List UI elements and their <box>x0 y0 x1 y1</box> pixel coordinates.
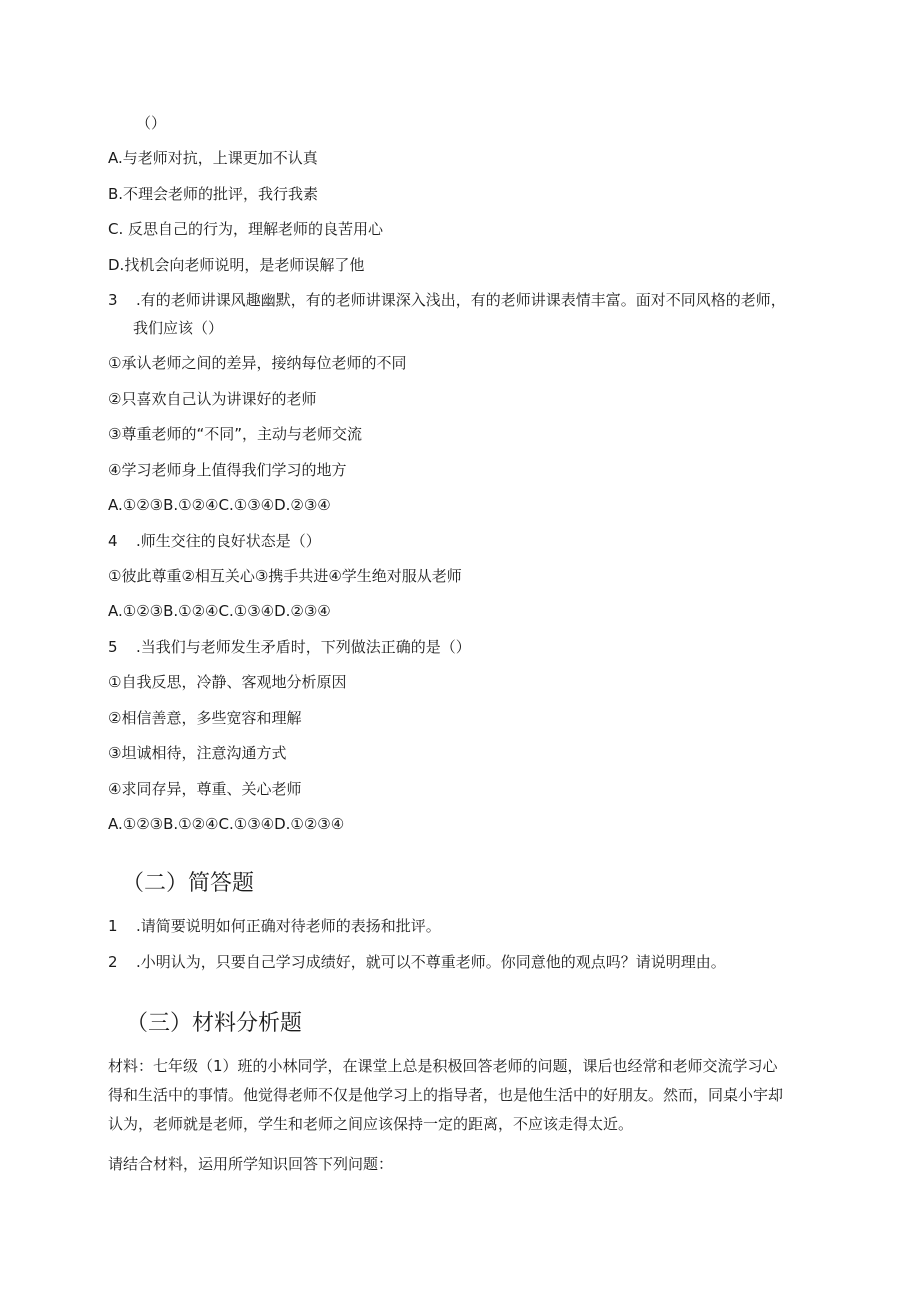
q3-item-2: ②只喜欢自己认为讲课好的老师 <box>108 390 317 408</box>
q2-option-c: C. 反思自己的行为，理解老师的良苦用心 <box>108 220 384 238</box>
material-line-2: 得和生活中的事情。他觉得老师不仅是他学习上的指导者，也是他生活中的好朋友。然而，同桌小宇却 <box>108 1086 784 1104</box>
q4-choices: A.①②③B.①②④C.①③④D.②③④ <box>108 602 331 620</box>
q5-item-4: ④求同存异，尊重、关心老师 <box>108 780 302 798</box>
short-answer-1 <box>108 916 441 936</box>
q3-item-1: ①承认老师之间的差异，接纳每位老师的不同 <box>108 354 407 372</box>
q3-choices: A.①②③B.①②④C.①③④D.②③④ <box>108 496 331 514</box>
q3-number: 3 <box>108 291 118 309</box>
section-2-title: （二）简答题 <box>122 871 255 896</box>
q3-item-3: ③尊重老师的“不同”，主动与老师交流 <box>108 425 362 443</box>
q5-item-1: ①自我反思，冷静、客观地分析原因 <box>108 673 347 691</box>
q2-option-b: B.不理会老师的批评，我行我素 <box>108 185 319 203</box>
short-answer-2-number: 2 <box>108 953 118 971</box>
q5-choices: A.①②③B.①②④C.①③④D.①②③④ <box>108 815 345 833</box>
q5-stem-text: .当我们与老师发生矛盾时，下列做法正确的是（） <box>136 638 471 656</box>
q4-stem-text: .师生交往的良好状态是（） <box>136 532 321 550</box>
q3-stem-text: .有的老师讲课风趣幽默，有的老师讲课深入浅出，有的老师讲课表情丰富。面对不同风格的老师， <box>136 291 786 309</box>
q2-option-d: D.找机会向老师说明，是老师误解了他 <box>108 256 365 274</box>
q4-stem <box>108 531 321 551</box>
short-answer-1-text: .请简要说明如何正确对待老师的表扬和批评。 <box>136 917 441 935</box>
q2-answer-blank: （） <box>136 114 167 132</box>
q3-stem <box>108 290 786 310</box>
q5-item-2: ②相信善意，多些宽容和理解 <box>108 709 302 727</box>
q5-stem <box>108 637 471 657</box>
q3-item-4: ④学习老师身上值得我们学习的地方 <box>108 461 347 479</box>
material-line-1: 材料：七年级（1）班的小林同学，在课堂上总是积极回答老师的问题，课后也经常和老师交流学习心 <box>108 1057 778 1075</box>
q4-number: 4 <box>108 532 118 550</box>
section-3-title: （三）材料分析题 <box>126 1011 303 1036</box>
q5-number: 5 <box>108 638 118 656</box>
short-answer-2 <box>108 952 726 972</box>
q3-stem-continued: 我们应该（） <box>133 319 224 337</box>
q2-option-a: A.与老师对抗，上课更加不认真 <box>108 149 318 167</box>
q4-items: ①彼此尊重②相互关心③携手共进④学生绝对服从老师 <box>108 567 462 585</box>
q5-item-3: ③坦诚相待，注意沟通方式 <box>108 744 287 762</box>
short-answer-2-text: .小明认为，只要自己学习成绩好，就可以不尊重老师。你同意他的观点吗？请说明理由。 <box>136 953 726 971</box>
material-prompt: 请结合材料，运用所学知识回答下列问题： <box>108 1155 394 1173</box>
short-answer-1-number: 1 <box>108 917 118 935</box>
material-line-3: 认为，老师就是老师，学生和老师之间应该保持一定的距离，不应该走得太近。 <box>108 1115 634 1133</box>
